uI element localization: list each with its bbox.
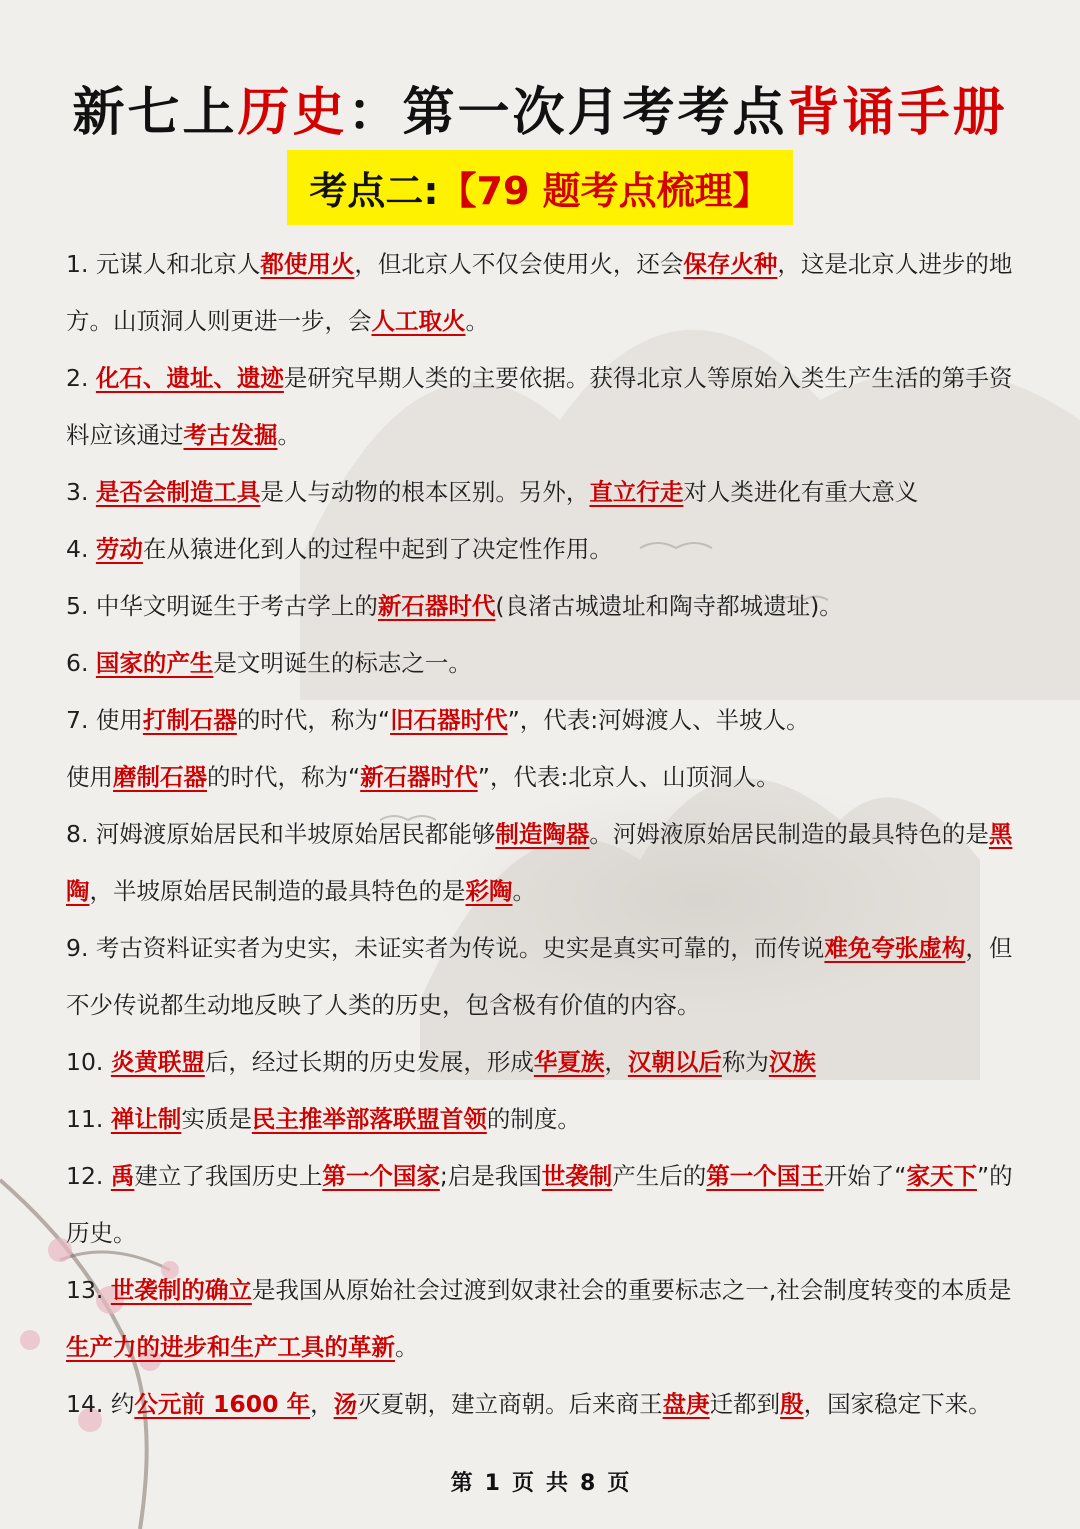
point-12 [66, 1148, 1021, 1262]
key-term: 旧石器时代 [390, 706, 508, 734]
key-term: 第一个国家 [322, 1162, 440, 1190]
text-segment: 对人类进化有重大意义 [683, 478, 919, 506]
text-segment: 后，经过长期的历史发展，形成 [204, 1048, 534, 1076]
text-segment: 第 [450, 1471, 473, 1496]
section-subtitle [287, 150, 792, 225]
text-segment: 8 [580, 1471, 596, 1496]
key-term: 劳动 [95, 535, 143, 563]
key-term: 生产力的进步和生产工具的革新 [66, 1333, 395, 1361]
text-segment: 是我国从原始社会过渡到奴隶社会的重要标志之一,社会制度转变的本质是 [251, 1276, 1012, 1304]
text-segment: 【79 题考点梳理】 [438, 169, 771, 213]
key-term: 汤 [333, 1390, 358, 1418]
text-segment: 产生后的 [612, 1162, 707, 1190]
key-term: 化石、遗址、遗迹 [95, 364, 284, 392]
text-segment: 共 [546, 1471, 569, 1496]
text-segment: 的制度。 [486, 1105, 581, 1133]
text-segment: ，但不少传说都生动地反映了人类的历史，包含极有价值的内容。 [66, 934, 1013, 1019]
text-segment: 是研究早期人类的主要依据。获得北京人等原始入类生产生活的第手资料应该通过 [66, 364, 1013, 449]
text-segment: 5. 中华文明诞生于考古学上的 [66, 592, 378, 620]
text-segment: 10. [66, 1048, 111, 1076]
key-term: 直立行走 [589, 478, 684, 506]
text-segment: ，半坡原始居民制造的最具特色的是 [89, 877, 466, 905]
text-segment: ”，代表:河姆渡人、半坡人。 [507, 706, 810, 734]
page-number [0, 1466, 1080, 1497]
text-segment: 9. 考古资料证实者为史实，未证实者为传说。史实是真实可靠的，而传说 [66, 934, 825, 962]
key-term: 难免夸张虚构 [824, 934, 966, 962]
text-segment: 实质是 [181, 1105, 252, 1133]
text-segment: ，这是北京人进步的地方。山顶洞人则更进一步，会 [66, 250, 1013, 335]
key-term: 汉朝以后 [627, 1048, 722, 1076]
text-segment: ”，代表:北京人、山顶洞人。 [477, 763, 780, 791]
text-segment: 的时代，称为“ [236, 706, 391, 734]
text-segment: 8. 河姆渡原始居民和半坡原始居民都能够 [66, 820, 496, 848]
key-term: 都使用火 [260, 250, 355, 278]
text-segment: 4. [66, 535, 96, 563]
point-7b [66, 749, 1021, 806]
key-term: 打制石器 [142, 706, 237, 734]
key-term: 国家的产生 [95, 649, 214, 677]
point-3 [66, 464, 1021, 521]
text-segment: 页 [511, 1471, 534, 1496]
key-term: 新石器时代 [360, 763, 478, 791]
key-term: 禹 [110, 1162, 135, 1190]
point-5 [66, 578, 1021, 635]
text-segment: 3. [66, 478, 96, 506]
key-term: 新石器时代 [377, 592, 496, 620]
text-segment: 是文明诞生的标志之一。 [213, 649, 472, 677]
text-segment: 。 [277, 421, 301, 449]
key-term: 华夏族 [533, 1048, 605, 1076]
text-segment: ， [604, 1048, 628, 1076]
key-term: 民主推举部落联盟首领 [251, 1105, 487, 1133]
point-14 [66, 1376, 1021, 1433]
key-term: 世袭制的确立 [110, 1276, 252, 1304]
text-segment: 。河姆液原始居民制造的最具特色的是 [589, 820, 989, 848]
key-term: 磨制石器 [113, 763, 207, 791]
key-term: 家天下 [906, 1162, 977, 1190]
key-term: 世袭制 [541, 1162, 613, 1190]
key-term: 考古发掘 [183, 421, 278, 449]
text-segment: 开始了“ [823, 1162, 907, 1190]
text-segment: 12. [66, 1162, 111, 1190]
key-term: 彩陶 [465, 877, 513, 905]
text-segment: 1. 元谋人和北京人 [66, 250, 261, 278]
text-segment: 是人与动物的根本区别。另外， [260, 478, 590, 506]
point-13 [66, 1262, 1021, 1376]
text-segment: 历史 [237, 83, 348, 143]
point-8 [66, 806, 1021, 920]
text-segment: ;启是我国 [439, 1162, 542, 1190]
key-term: 人工取火 [371, 307, 466, 335]
point-9 [66, 920, 1021, 1034]
point-1 [66, 236, 1021, 350]
point-10 [66, 1034, 1021, 1091]
key-term: 黑陶 [66, 820, 1013, 905]
text-segment: 6. [66, 649, 96, 677]
text-segment: 背诵手册 [787, 83, 1008, 143]
text-segment: 2. [66, 364, 96, 392]
text-segment: 的时代，称为“ [207, 763, 361, 791]
text-segment: ， [310, 1390, 334, 1418]
text-segment: 14. 约 [66, 1390, 135, 1418]
point-7a [66, 692, 1021, 749]
text-segment: 考点二: [309, 169, 439, 213]
text-segment: 使用 [66, 763, 113, 791]
text-segment: 。 [465, 307, 489, 335]
text-segment: 新七上 [72, 83, 238, 143]
text-segment: ，但北京人不仅会使用火，还会 [354, 250, 684, 278]
point-4 [66, 521, 1021, 578]
key-term: 殷 [780, 1390, 804, 1418]
text-segment: 在从猿进化到人的过程中起到了决定性作用。 [142, 535, 613, 563]
page-title [0, 70, 1080, 145]
key-term: 制造陶器 [495, 820, 590, 848]
point-2 [66, 350, 1021, 464]
text-segment: 1 [484, 1471, 500, 1496]
text-segment: (良渚古城遗址和陶寺都城遗址)。 [495, 592, 843, 620]
key-term: 汉族 [768, 1048, 816, 1076]
points-list [66, 236, 1021, 1433]
text-segment: 13. [66, 1276, 111, 1304]
point-6 [66, 635, 1021, 692]
text-segment: 。 [395, 1333, 419, 1361]
text-segment: 迁都到 [709, 1390, 781, 1418]
text-segment: 7. 使用 [66, 706, 143, 734]
key-term: 保存火种 [683, 250, 778, 278]
key-term: 是否会制造工具 [95, 478, 261, 506]
key-term: 公元前 1600 年 [134, 1390, 311, 1418]
point-11 [66, 1091, 1021, 1148]
text-segment: 建立了我国历史上 [134, 1162, 323, 1190]
key-term: 炎黄联盟 [110, 1048, 205, 1076]
text-segment: 灭夏朝，建立商朝。后来商王 [357, 1390, 663, 1418]
text-segment: ”的历史。 [66, 1162, 1013, 1247]
text-segment: 11. [66, 1105, 111, 1133]
text-segment: 称为 [721, 1048, 769, 1076]
text-segment: ，国家稳定下来。 [803, 1390, 992, 1418]
key-term: 禅让制 [110, 1105, 182, 1133]
key-term: 第一个国王 [706, 1162, 824, 1190]
text-segment: 。 [512, 877, 536, 905]
text-segment: 页 [607, 1471, 630, 1496]
key-term: 盘庚 [662, 1390, 710, 1418]
text-segment: ：第一次月考考点 [347, 83, 788, 143]
